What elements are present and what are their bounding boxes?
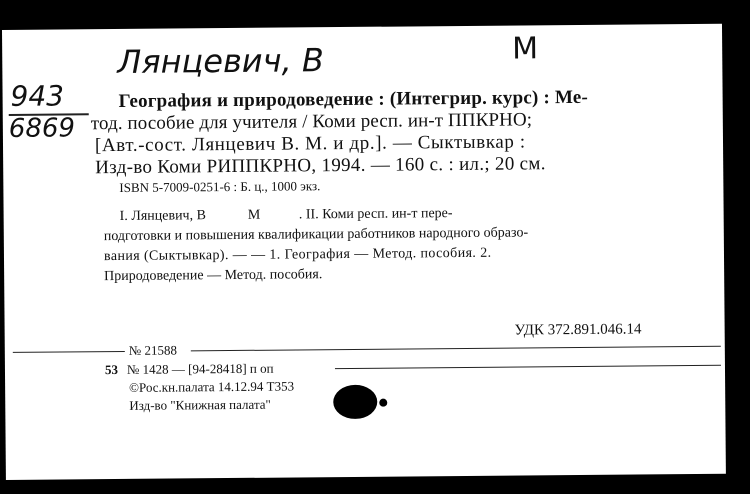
udk-code: УДК 372.891.046.14	[514, 321, 642, 339]
tracing-line-1: I. Лянцевич, В М . II. Коми респ. ин-т пере-	[119, 206, 453, 224]
handwritten-shelf-bottom: 6869	[8, 113, 76, 144]
handwritten-shelf-top: 943	[10, 79, 65, 113]
tracing-line-4: Природоведение — Метод. пособия.	[104, 267, 323, 285]
record-line-2: тод. пособие для учителя / Коми респ. ин-т ППКРНО;	[90, 109, 533, 135]
catalog-card	[2, 24, 726, 480]
handwritten-author: Лянцевич, В	[117, 41, 325, 81]
footer-rule-top	[13, 351, 125, 353]
isbn-line: ISBN 5-7009-0251-6 : Б. ц., 1000 экз.	[119, 178, 321, 195]
tracing-line-2: подготовки и повышения квалификации работников народного образо-	[103, 225, 529, 245]
record-line-1: География и природоведение : (Интегрир. курс) : Ме-	[118, 86, 589, 112]
footer-rule-bottom	[335, 365, 721, 369]
footer-publisher: Изд-во "Книжная палата"	[129, 396, 271, 413]
footer-number: № 21588	[128, 342, 178, 358]
record-line-4: Изд-во Коми РИППКРНО, 1994. — 160 с. : ил.; 20 см.	[95, 153, 546, 179]
footer-order-prefix: 53	[104, 362, 119, 378]
ink-blot	[333, 385, 377, 419]
footer-copyright: ©Рос.кн.палата 14.12.94 Т353	[129, 378, 295, 395]
footer-order: № 1428 — [94-28418] п оп	[126, 360, 274, 377]
footer-rule-top-right	[191, 346, 721, 352]
record-line-3: [Авт.-сост. Лянцевич В. М. и др.]. — Сыктывкар :	[94, 131, 526, 157]
tracing-line-3: вания (Сыктывкар). — — 1. География — Метод. пособия. 2.	[103, 245, 492, 265]
ink-speck	[379, 399, 387, 407]
handwritten-letter: М	[512, 31, 539, 67]
